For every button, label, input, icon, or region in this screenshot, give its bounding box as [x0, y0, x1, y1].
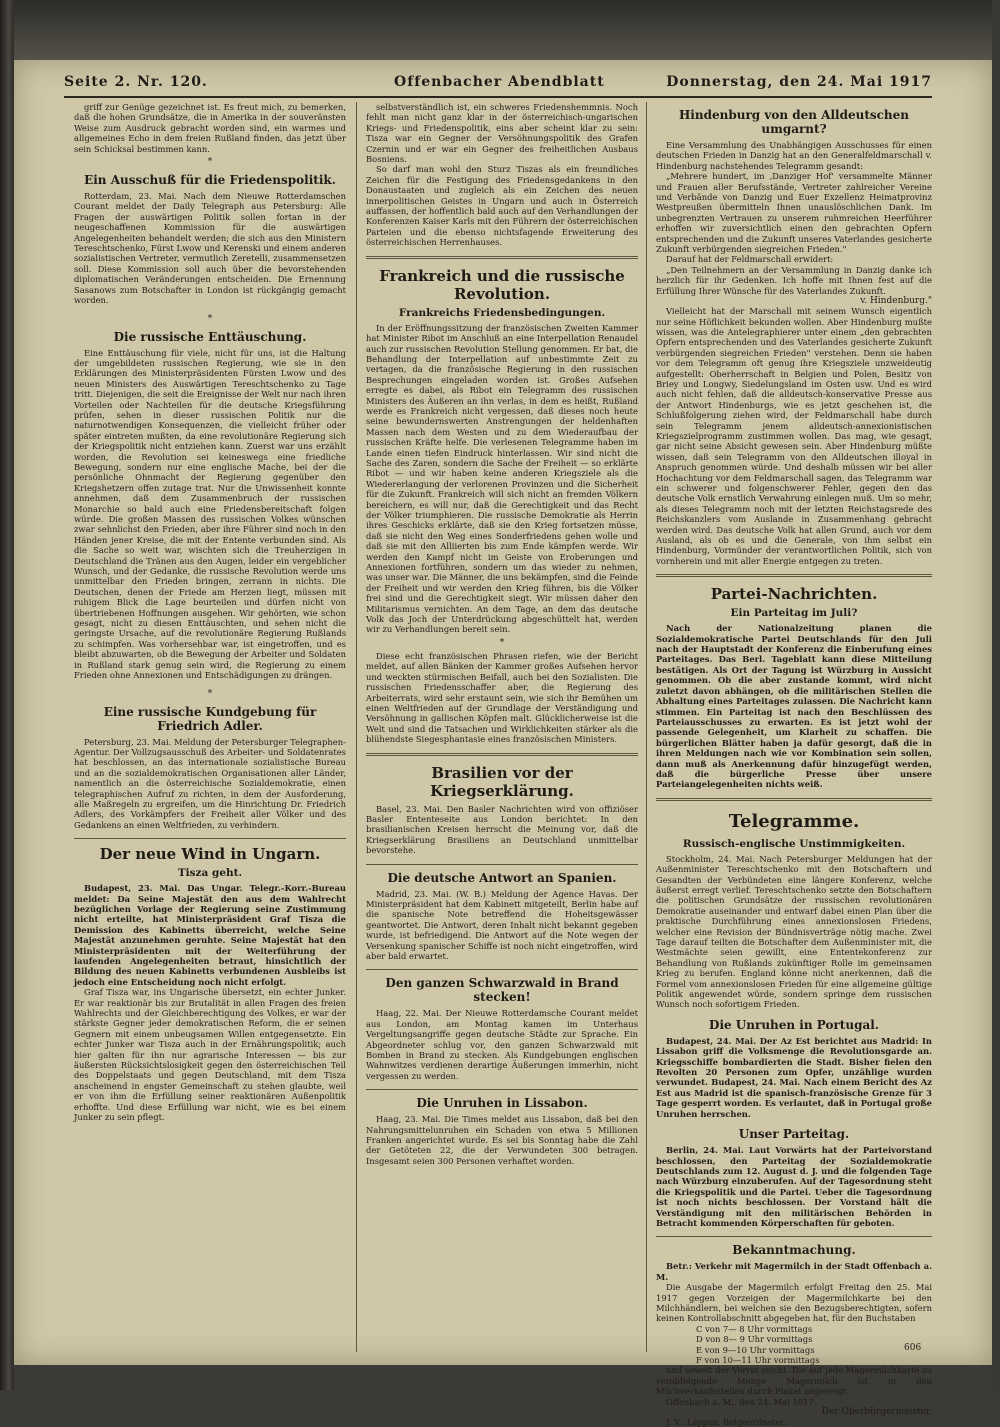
- article-subheading: Ein Parteitag im Juli?: [730, 607, 858, 620]
- separator-star: *: [207, 157, 213, 168]
- article-subheading: Frankreichs Friedensbedingungen.: [398, 306, 606, 319]
- page-edge: [992, 0, 1000, 1390]
- separator-line: [656, 1236, 932, 1237]
- separator-star: *: [207, 688, 213, 699]
- separator-double-line: [366, 256, 638, 259]
- column-2-intro: selbstverständlich ist, ein schweres Friedenshemmnis. Noch fehlt man nicht ganz klar in der österreichisch-ungarischen Kriegs- und Friedenspolitik, eins aber scheint klar zu sein: Tisza war ein Gegner der Versöhnungspolitik des Grafen Czernin und er war ein Gegner des freiheitlichen Ausbaus Bosniens.: [366, 102, 638, 165]
- article-text-2: Vielleicht hat der Marschall mit seinem Wunsch eigentlich nur seine Höflichkeit bekunden wollen. Aber Hindenburg mußte wissen, was die Antelegraphierer unter einem „den gebrachten Opfern entsprechenden und des Vaterlandes gesicherte Zukunft verbürgenden siegreichen Frieden" verstehen. Denn sie haben vor dem Telegramm oft genug ihre Kriegsziele unzweideutig aufgestellt: Oberherrschaft in Belgien und Polen, Besitz von Briey und Longwy, Siedelungsland im Osten usw. Und es wird auch nicht fehlen, daß die alldeutsch-konservative Presse aus der Antwort Hindenburgs, wie es jetzt geschehen ist, die Schlußfolgerung ziehen wird, der Feldmarschall habe durch sein Telegramm jenem alldeutsch-annexionistischen Kriegszielprogramm zustimmen wollen. Das mag, wie gesagt, gar nicht seine Absicht gewesen sein. Aber Hindenburg müßte wissen, daß sein Telegramm von den Alldeutschen illoyal in Anspruch genommen würde. Und deshalb müssen wir bei aller Hochachtung vor dem Feldmarschall sagen, das Telegramm war ein schwerer und folgenschwerer Fehler, gegen den das deutsche Volk ernstlich Verwahrung einlegen muß. Um so mehr, als dieses Telegramm noch mit der letzten Reichstagsrede des Reichskanzlers vom Auslande in Zusammenhang gebracht werden wird. Das deutsche Volk hat allen Grund, auch vor dem Ausland, als ob es und die Generale, von ihm selbst ein Hindenburg, Vormünder der verantwortlichen Politik, sich von vornherein und mit aller Energie entgegen zu treten.: [656, 306, 932, 566]
- article-heading: Partei-Nachrichten.: [710, 585, 878, 604]
- article-text: Budapest, 24. Mai. Der Az Est berichtet aus Madrid: In Lissabon griff die Volksmenge die Revolutionsgarde an. Kriegsschiffe bombardierten die Stadt. Bisher fielen den Revolten 20 Personen zum Opfer, unzählige wurden verwundet. Budapest, 24. Mai. Nach einem Bericht des Az Est aus Madrid ist die spanisch-französische Grenze für 3 Tage gesperrt worden. Es verlautet, daß in Portugal große Unruhen herrschen.: [656, 1035, 932, 1119]
- notice-signature-2: J. V.: Lappus, Beigeordneter.: [666, 1417, 786, 1427]
- separator-double-line: [656, 798, 932, 801]
- article-reply: „Den Teilnehmern an der Versammlung in Danzig danke ich herzlich für ihr Gedenken. Ich hoffe mit Ihnen fest auf die Erfüllung Ihrer Wünsche für des Vaterlandes Zukunft.: [656, 264, 932, 296]
- separator-line: [366, 864, 638, 865]
- article-text: Rotterdam, 23. Mai. Nach dem Nieuwe Rotterdamschen Courant meldet der Daily Telegraph aus Petersburg: Alle Fragen der auswärtigen Politik sollen fortan in der neugeschaffenen Kommission für die auswärtigen Angelegenheiten behandelt werden; die sich aus den Ministern Tereschtschenko, Fürst Lwow und Kerenski und einem anderen sozialistischen Vertreter, vermutlich Zeretelli, zusammensetzen soll. Diese Kommission soll auch über die bevorstehenden diplomatischen Veränderungen entscheiden. Die Ernennung Sasanows zum Botschafter in London ist rückgängig gemacht worden.: [74, 191, 346, 306]
- column-1-intro: griff zur Genüge gezeichnet ist. Es freut mich, zu bemerken, daß die hohen Grundsätze, die in Amerika in der souveränsten Weise zum Ausdruck gebracht worden sind, ein warmes und allgemeines Echo in dem freien Rußland finden, das jetzt über sein Schicksal bestimmen kann.: [74, 102, 346, 154]
- article-signature: v. Hindenburg.": [860, 296, 932, 307]
- column-3: [656, 102, 932, 1427]
- article-quote: „Mehrere hundert, im ‚Danziger Hof' versammelte Männer und Frauen aller Berufsstände, Vertreter zahlreicher Vereine und Verbände von Danzig und Euer Exzellenz Heimatprovinz Westpreußen übermitteln Ihnen unauslöschlichen Dank. Im unbegrenzten Vertrauen zu unserem ruhmreichen Heerführer erhoffen wir zuversichtlich einen den gebrachten Opfern entsprechenden und die Zukunft unseres Vaterlandes gesicherte Zukunft verbürgenden siegreichen Frieden.": [656, 171, 932, 255]
- article-heading: Den ganzen Schwarzwald in Brand stecken!: [385, 976, 619, 1005]
- article-text: Eine Enttäuschung für viele, nicht für uns, ist die Haltung der umgebildeten russischen Regierung, wie sie in den Erklärungen des Ministerpräsidenten Fürsten Lwow und des neuen Ministers des Auswärtigen Tereschtschenko zu Tage tritt. Diejenigen, die seit die Ereignisse der Welt nur nach ihren Vorteilen oder Nachteilen für die deutsche Kriegsführung prüfen, sehen in dieser russischen Politik nur die naturnotwendigen Konsequenzen, die vielleicht früher oder später eintreten mußten, da eine revolutionäre Regierung sich der Kriegspolitik nicht entziehen kann. Zuerst war uns erzählt worden, die Revolution sei keineswegs eine friedliche Bewegung, sondern nur eine englische Mache, bei der die persönliche Ohnmacht der Regierung gegenüber den Kriegshetzern offen zutage trat. Nur die Unwissenheit konnte annehmen, daß dem Zusammenbruch der russischen Monarchie so bald auch eine Friedensbereitschaft folgen würde. Die großen Massen des russischen Volkes wünschen zwar sehnlichst den Frieden, aber ihre Führer sind noch in den Händen jener Kreise, die mit der Entente verbunden sind. Als die Sache so weit war, wischten sich die Treuherzigen in Deutschland die Tränen aus den Augen, leider ein vergeblicher Wunsch, und der Gedanke, die russische Revolution werde uns unmittelbar den Frieden bringen, zerrann in nichts. Die Deutschen, denen der Friede am Herzen liegt, müssen mit ruhigem Blick die Lage beurteilen und dürfen nicht von übertriebenen Hoffnungen ausgehen. Wir gehörten, wie schon gesagt, nicht zu diesen Enttäuschten, und sehen nicht die geringste Ursache, auf die revolutionäre Regierung Rußlands zu schimpfen. Was vorhersehbar war, ist eingetroffen, und es bleibt abzuwarten, ob die Bewegung der Arbeiter und Soldaten in Rußland stark genug sein wird, die Regierung zu einem Frieden ohne Annexionen und Entschädigungen zu drängen.: [74, 347, 346, 681]
- article-heading: Der neue Wind in Ungarn.: [99, 845, 321, 864]
- separator-line: [366, 969, 638, 970]
- schedule-item: D von 8— 9 Uhr vormittags: [696, 1334, 813, 1345]
- article-text: Stockholm, 24. Mai. Nach Petersburger Meldungen hat der Außenminister Tereschtschenko mit den Botschaftern und Gesandten der Verbündeten eine längere Konferenz, welche äußerst erregt verlief. Tereschtschenko setzte den Botschaftern die politischen Grundsätze der russischen revolutionären Demokratie auseinander und entwarf dabei einen Plan über die praktische Durchführung eines annexionslosen Friedens, welcher eine Revision der Bündnisverträge nötig mache. Zwei Tage darauf teilten die Botschafter dem Außenminister mit, die Westmächte seien gewillt, eine Ententekonferenz zur Behandlung von Rußlands zukünftiger Rolle im gemeinsamen Krieg zu berufen. England könne nicht anerkennen, daß die Formel vom annexionslosen Frieden für eine allgemeine gültige Politik angewendet würde, sondern springe dem russischen Wunsch noch sofortigem Frieden.: [656, 853, 932, 1010]
- notice-heading: Bekanntmachung.: [732, 1243, 856, 1258]
- article-heading: Frankreich und die russische Revolution.: [379, 266, 625, 303]
- article-parteitag: [656, 1127, 932, 1228]
- masthead-date: Donnerstag, den 24. Mai 1917: [666, 74, 932, 90]
- schedule-item: C von 7— 8 Uhr vormittags: [696, 1323, 813, 1334]
- article-text-2: Diese echt französischen Phrasen riefen, wie der Bericht meldet, auf allen Bänken der Kammer großes Aufsehen hervor und weckten stürmischen Beifall, auch bei den Sozialisten. Die russischen Friedensschaffer aber, die Regierung des Arbeiterrats, wird sehr erstaunt sein, wie sich ihr Bemühen um einen Weltfrieden auf der Grundlage der Verständigung und Versöhnung in gallischen Köpfen malt. Glücklicherweise ist die Welt und sind die Tatsachen und Wirklichkeiten stärker als die blühendste Siegesphantasie eines französischen Ministers.: [366, 650, 638, 745]
- column-2: [366, 102, 638, 1352]
- article-hindenburg: [656, 108, 932, 566]
- masthead: [64, 74, 932, 96]
- article-subheading: Tisza geht.: [177, 867, 243, 880]
- notice-schedule: [696, 1324, 932, 1366]
- article-text: Eine Versammlung des Unabhängigen Ausschusses für einen deutschen Frieden in Danzig hat an den Generalfeldmarschall v. Hindenburg nachstehendes Telegramm gesandt:: [656, 140, 932, 171]
- article-heading: Die Unruhen in Lissabon.: [416, 1096, 588, 1111]
- article-heading: Die deutsche Antwort an Spanien.: [387, 870, 617, 885]
- schedule-item: F von 10—11 Uhr vormittags: [696, 1355, 820, 1365]
- article-enttaeuschung: [74, 330, 346, 681]
- article-text: Petersburg, 23. Mai. Meldung der Petersburger Telegraphen-Agentur. Der Vollzugsausschuß des Arbeiter- und Soldatenrates hat beschlossen, an das internationale sozialistische Bureau und an die sozialdemokratischen Organisationen aller Länder, namentlich an die österreichische Sozialdemokratie, einen telegraphischen Aufruf zu richten, in dem der Ausforderung, alle Maßregeln zu ergreifen, um die Hinrichtung Dr. Friedrich Adlers, des Vorkämpfers der Freiheit aller Völker und des Gedankens an einen Weltfrieden, zu verhindern.: [74, 736, 346, 830]
- column-divider: [646, 102, 647, 1352]
- article-telegramme: [656, 811, 932, 1010]
- book-binding: [0, 0, 14, 1390]
- masthead-page-number: Seite 2. Nr. 120.: [64, 74, 208, 90]
- article-heading: Ein Ausschuß für die Friedenspolitik.: [84, 173, 336, 188]
- article-text: Nach der Nationalzeitung planen die Sozialdemokratische Partei Deutschlands für den Juli nach der Hauptstadt der Konferenz die Einberufung eines Parteitages. Das Berl. Tageblatt kann diese Mitteilung bestätigen. Als Ort der Tagung ist Würzburg in Aussicht genommen. Ob die aber zustande kommt, wird nicht zuletzt davon abhängen, ob die militärischen Stellen die Abhaltung eines Parteitages zulassen. Die Nachricht kann stimmen. Ein Parteitag ist nach den Beschlüssen des Parteiausschusses zu erwarten. Es ist jetzt wohl der passende Gelegenheit, um Klarheit zu schaffen. Die bürgerlichen Blätter haben ja dafür gesorgt, daß die in ihren Meldungen nach wie vor Kombination sein sollen, dann muß als Anerkennung dafür hinzugefügt werden, daß die bürgerliche Presse über unsere Parteiangelegenheiten nichts weiß.: [656, 623, 932, 790]
- separator-line: [366, 1089, 638, 1090]
- article-spanien: [366, 871, 638, 962]
- masthead-title: Offenbacher Abendblatt: [394, 74, 605, 90]
- masthead-rule: [64, 96, 932, 98]
- article-reply-lead: Darauf hat der Feldmarschall erwidert:: [666, 254, 834, 265]
- notice-date: Offenbach a. M., den 24. Mai 1917.: [666, 1396, 817, 1407]
- article-portugal: [656, 1018, 932, 1119]
- notice-bekanntmachung: [656, 1243, 932, 1427]
- schedule-item: E von 9—10 Uhr vormittags: [696, 1344, 815, 1355]
- article-heading: Eine russische Kundgebung für Friedrich Adler.: [103, 704, 317, 733]
- article-heading: Die Unruhen in Portugal.: [709, 1017, 879, 1032]
- separator-star: *: [207, 313, 213, 324]
- column-2-intro-2: So darf man wohl den Sturz Tiszas als ein freundliches Zeichen für die Festigung des Friedensgedankens in den Donaustaaten und zugleich als ein Zeichen des neuen innerpolitischen Geistes in Ungarn und auch in Österreich auffassen, der hoffentlich bald auch auf den Verhandlungen der Konferenzen Kaiser Karls mit den Führern der österreichischen Parteien und die ebenso nichtsfagende Erweiterung des österreichischen Herrenhauses.: [366, 164, 638, 248]
- column-divider: [356, 102, 357, 1352]
- top-shadow: [14, 0, 992, 60]
- separator-line: [74, 838, 346, 839]
- article-schwarzwald: [366, 976, 638, 1081]
- section-heading: Telegramme.: [728, 810, 860, 832]
- separator-double-line: [366, 753, 638, 756]
- article-frankreich: [366, 267, 638, 745]
- article-heading: Die russische Enttäuschung.: [113, 329, 307, 344]
- notice-text: Die Ausgabe der Magermilch erfolgt Freitag den 25. Mai 1917 gegen Vorzeigen der Magermilchkarte bei den Milchhändlern, bei welchen sie den Bezugsberechtigten, sofern keinen Kontrollabschnitt abgegeben hat, für den Buchstaben: [656, 1282, 932, 1324]
- article-heading: Unser Parteitag.: [738, 1127, 850, 1142]
- article-subheading: Russisch-englische Unstimmigkeiten.: [682, 837, 906, 850]
- column-1: [74, 102, 346, 1352]
- notice-signature: Der Oberbürgermeister.: [821, 1407, 932, 1418]
- article-brasilien: [366, 764, 638, 856]
- notice-text-2: und soweit der Vorrat reicht. Die auf jede Magermilchkarte zu verabfolgende Menge Magermilch ist in den Milchverkaufsstellen durch Plakat angezeigt.: [656, 1365, 932, 1397]
- article-lead: Budapest, 23. Mai. Das Ungar. Telegr.-Korr.-Bureau meldet: Da Seine Majestät den aus dem Wahlrecht bezüglichen Vorlage der Regierung seine Zustimmung nicht erteilte, hat Ministerpräsident Graf Tisza die Demission des Kabinetts überreicht, welche Seine Majestät anzunehmen geruhte. Seine Majestät hat den Ministerpräsidenten mit der Weiterführung der laufenden Angelegenheiten betraut, hinsichtlich der Bildung des neuen Kabinetts verbundenen Ausbleibs ist jedoch eine Entscheidung noch nicht erfolgt.: [74, 883, 346, 987]
- article-lissabon: [366, 1096, 638, 1166]
- article-text: Basel, 23. Mai. Den Basler Nachrichten wird von offiziöser Basler Ententeseite aus London berichtet: In den brasilianischen Kreisen herrscht die Meinung vor, daß die Kriegserklärung Brasiliens an Deutschland unmittelbar bevorstehe.: [366, 803, 638, 856]
- article-text: Haag, 22. Mai. Der Nieuwe Rotterdamsche Courant meldet aus London, am Montag kamen im Unterhaus Vergeltungsangriffe gegen deutsche Städte zur Sprache. Ein Abgeordneter schlug vor, den ganzen Schwarzwald mit Bomben in Brand zu stecken. Als Kundgebungen englischen Wahnwitzes verdienen derartige Äußerungen immerhin, nicht vergessen zu werden.: [366, 1008, 638, 1081]
- article-text: Berlin, 24. Mai. Laut Vorwärts hat der Parteivorstand beschlossen, den Parteitag der Sozialdemokratie Deutschlands zum 12. August d. J. und die folgenden Tage nach Würzburg einzuberufen. Auf der Tagesordnung steht die Kriegspolitik und die Partei. Ueber die Tagesordnung ist noch nichts beschlossen. Der Vorstand hält die Verständigung mit den militärischen Behörden in Betracht kommenden Körperschaften für geboten.: [656, 1145, 932, 1228]
- article-text: In der Eröffnungssitzung der französischen Zweiten Kammer hat Minister Ribot im Anschluß an eine Interpellation Renaudel auch zur russischen Revolution Stellung genommen. Er bat, die Behandlung der Interpellation auf unbestimmte Zeit zu vertagen, da die französische Regierung in den russischen Besprechungen eingeladen worden ist. Großes Aufsehen erregte es dabei, als Ribot ein Telegramm des russischen Ministers des Äußeren an ihn verlas, in dem es heißt, Rußland werde es Frankreich nicht vergessen, daß dieses noch heute seine bewundernswerten Anstrengungen der heldenhaften Massen nach dem Westen und zu dem Wiederaufbau der russischen Kräfte helfe. Die verlesenen Telegramme haben im Lande einen tiefen Eindruck hinterlassen. Wir sind nicht die Sache des Zaren, sondern die Sache der Freiheit — so erklärte Ribot — und wir haben keine anderen Kriegsziele als die Wiedererlangung der verlorenen Provinzen und die Sicherheit für die Zukunft. Frankreich will sich nicht an fremden Völkern bereichern, es will nur, daß die Gerechtigkeit und das Recht der Völker triumphieren. Die russische Demokratie als Herrin ihres Geschicks erklärte, daß sie den Krieg fortsetzen müsse, daß sie nicht den Weg eines Sonderfriedens gehen wolle und daß sie mit den Alliierten bis zum Ende kämpfen werde. Wir werden den Kampf nicht im Geiste von Eroberungen und Annexionen fortführen, sondern um das wieder zu nehmen, was unser war. Die Männer, die uns bekämpfen, sind die Feinde der Freiheit und wir werden den Krieg führen, bis die Völker frei sind und die Gerechtigkeit siegt. Wir müssen daher den Militarismus vernichten. An dem Tage, an dem das deutsche Volk das Joch der Unterdrückung abgeschüttelt hat, werden wir zu Verhandlungen bereit sein.: [366, 322, 638, 635]
- article-heading: Brasilien vor der Kriegserklärung.: [430, 763, 574, 800]
- article-ungarn: [74, 845, 346, 1122]
- article-adler: [74, 705, 346, 831]
- article-text: Madrid, 23. Mai. (W. B.) Meldung der Agence Havas. Der Ministerpräsident hat dem Kabinett mitgeteilt, Berlin habe auf die spanische Note betreffend die Hoheitsgewässer geantwortet. Die Antwort, deren Inhalt nicht bekannt gegeben wurde, ist befriedigend. Die Antwort auf die Note wegen der Versenkung spanischer Schiffe ist noch nicht eingetroffen, wird aber bald erwartet.: [366, 888, 638, 961]
- article-friedenspolitik: [74, 173, 346, 305]
- newspaper-page: [14, 60, 992, 1427]
- article-parteinachrichten: [656, 585, 932, 790]
- notice-subject: Betr.: Verkehr mit Magermilch in der Stadt Offenbach a. M.: [656, 1261, 932, 1282]
- article-heading: Hindenburg von den Alldeutschen umgarnt?: [678, 108, 910, 136]
- separator-star: *: [499, 637, 505, 648]
- article-text: Graf Tisza war, ins Ungarische übersetzt, ein echter Junker. Er war reaktionär bis zur Brutalität in allen Fragen des freien Wahlrechts und der Gleichberechtigung des Volkes, er war der stärkste Gegner jeder demokratischen Reform, die er seinen Gegnern mit einem unbeugsamen Willen entgegensetzte. Ein echter Junker war Tisza auch in der Ernährungspolitik; auch hier galten für ihn nur agrarische Interessen — bis zur äußersten Rücksichtslosigkeit gegen den österreichischen Teil des Doppelstaats und gegen Deutschland, mit dem Tisza anscheinend in engster Gemeinschaft zu stehen glaubte, weil er von ihm die Erfüllung seiner reaktionären Außenpolitik erhoffte. Und diese Erfüllung war nicht, wie es bei einem Junker zu sein pflegt.: [74, 987, 346, 1123]
- separator-double-line: [656, 574, 932, 577]
- article-text: Haag, 23. Mai. Die Times meldet aus Lissabon, daß bei den Nahrungsmittelunruhen ein Schaden von etwa 5 Millionen Franken angerichtet wurde. Es sei bis Sonntag habe die Zahl der Getöteten 22, die der Verwundeten 300 betragen. Insgesamt seien 300 Personen verhaftet worden.: [366, 1114, 638, 1166]
- page-number: 606: [904, 1343, 922, 1353]
